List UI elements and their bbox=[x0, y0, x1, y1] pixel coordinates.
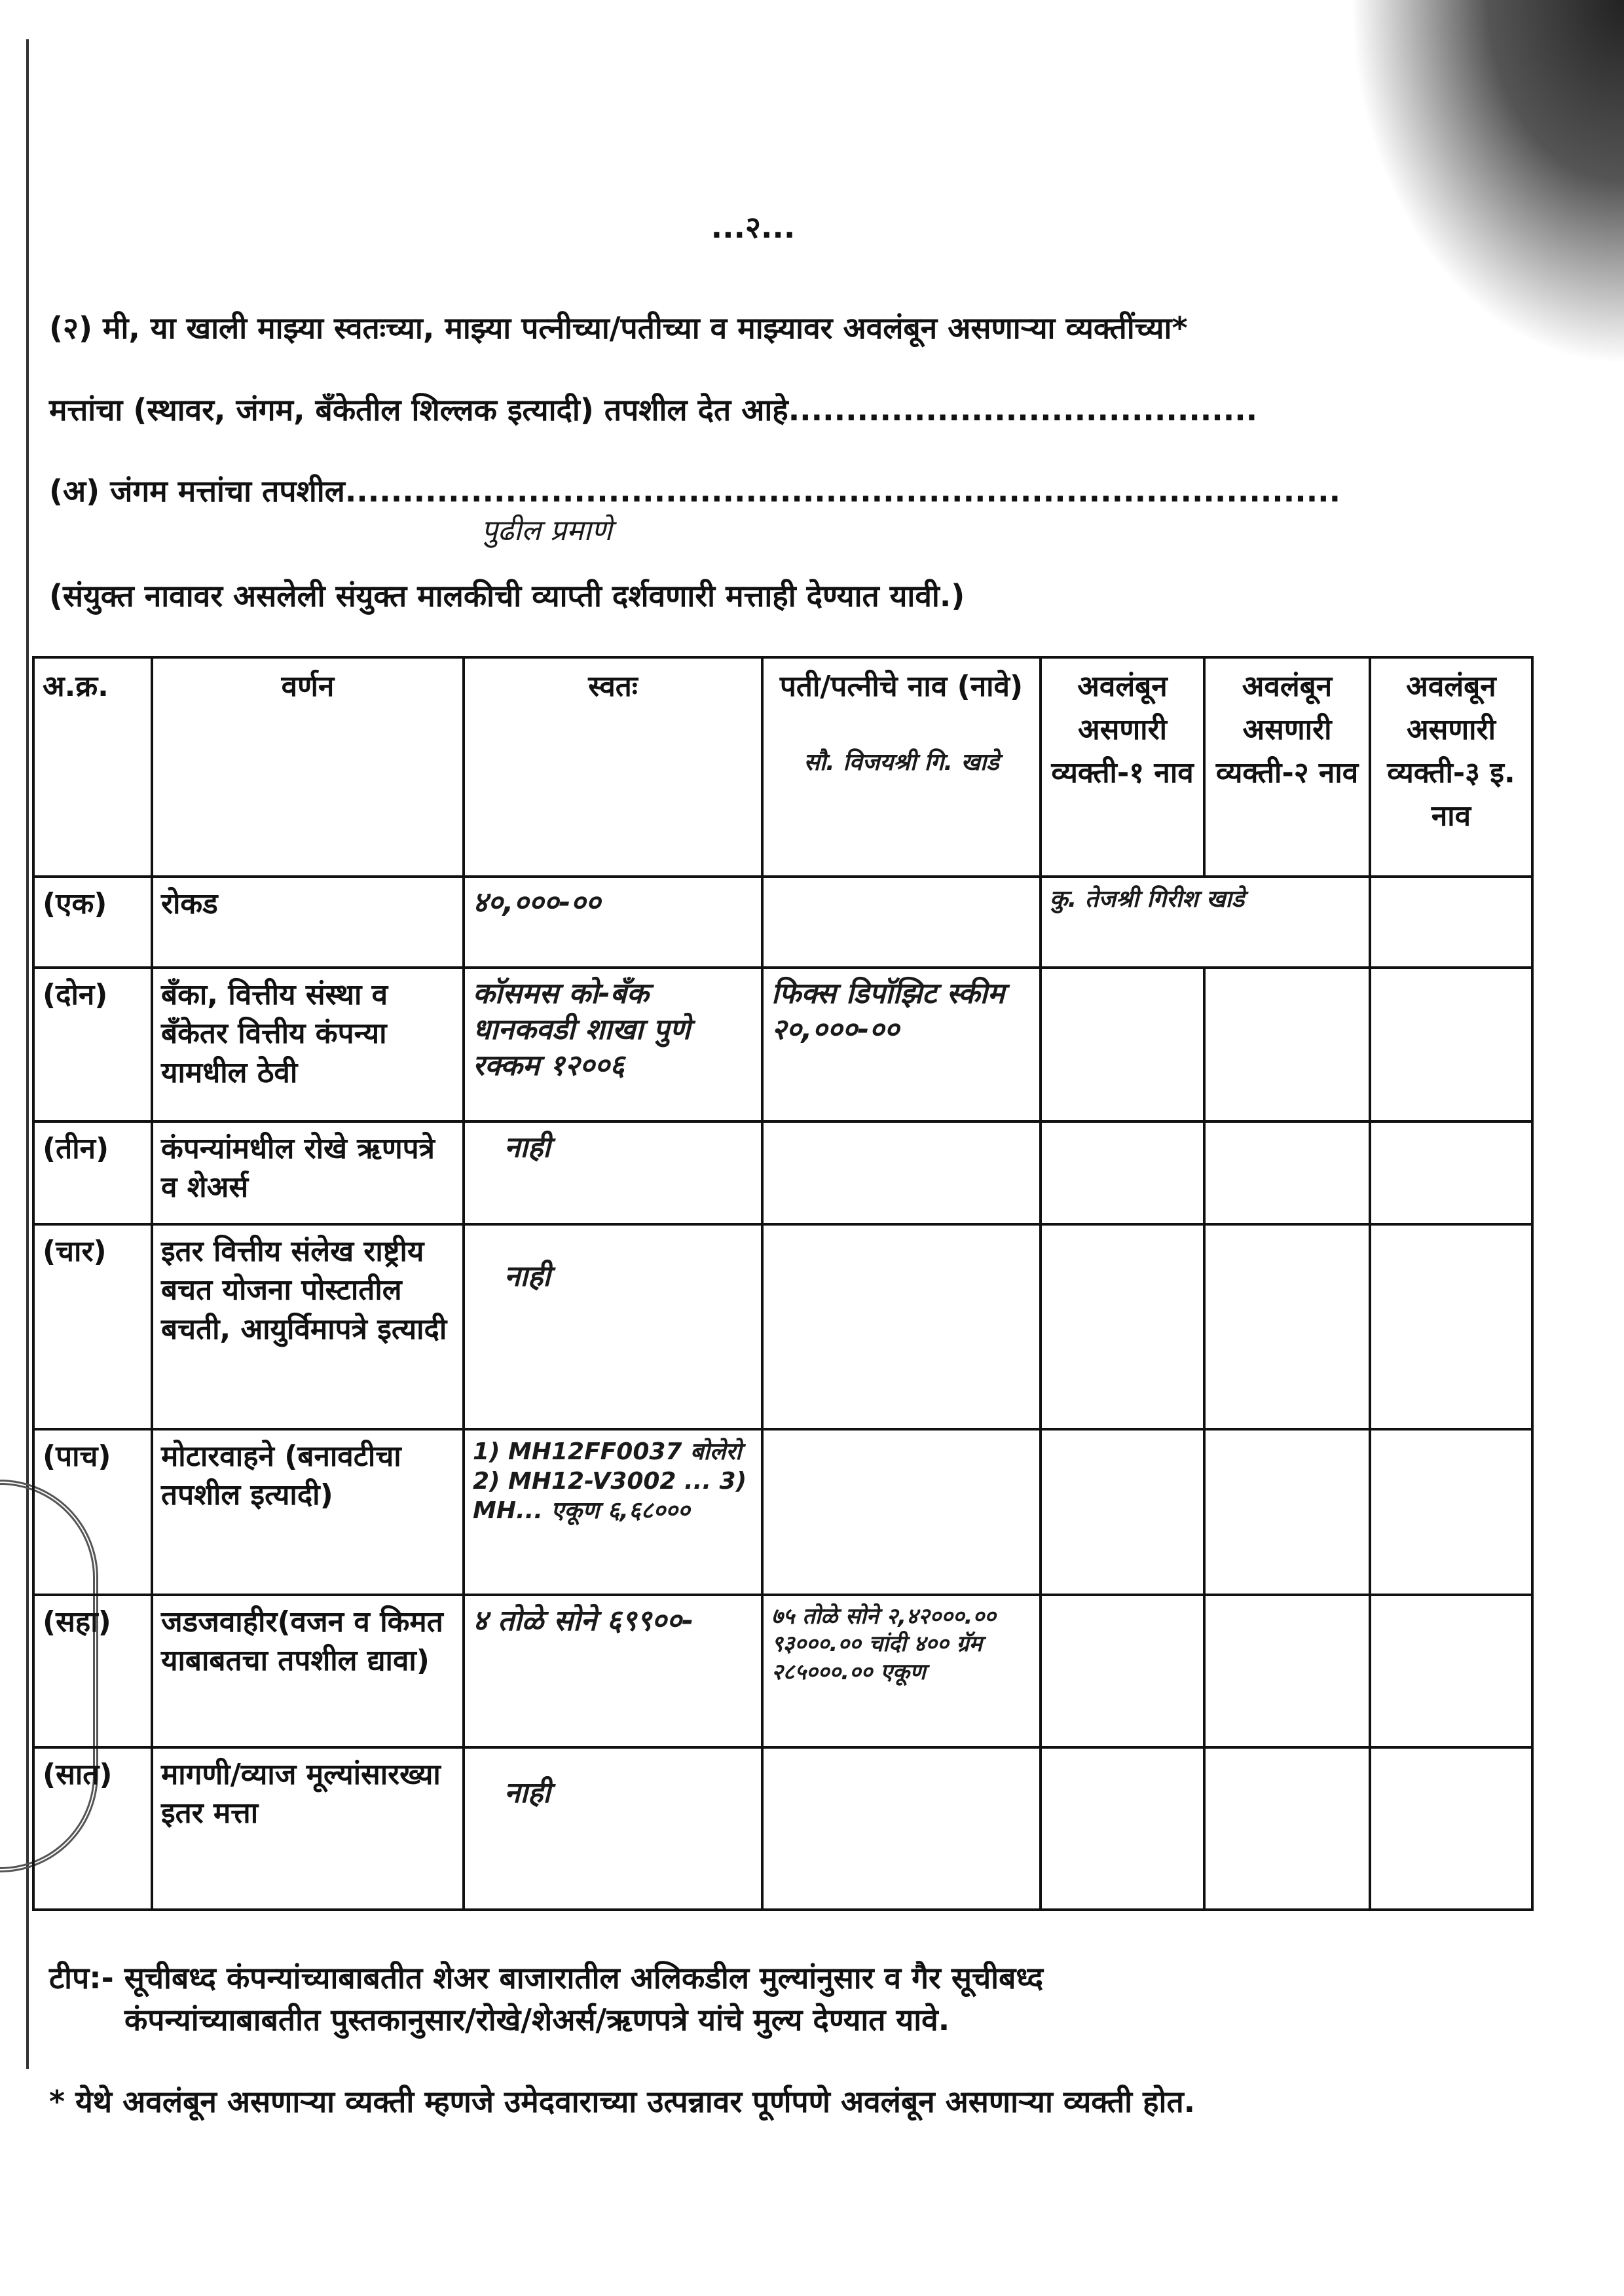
footnote: * येथे अवलंबून असणाऱ्या व्यक्ती म्हणजे उमेदवाराच्या उत्पन्नावर पूर्णपणे अवलंबून असणाऱ्या व्यक्ती होत. bbox=[49, 2083, 1196, 2119]
row-description: मागणी/व्याज मूल्यांसारख्या इतर मत्ता bbox=[152, 1747, 464, 1910]
row-dependent-3-value bbox=[1370, 877, 1532, 968]
empty-cell bbox=[1204, 1747, 1370, 1910]
table-header-row bbox=[33, 657, 1532, 877]
empty-cell bbox=[1041, 1224, 1204, 1429]
header-self: स्वतः bbox=[464, 657, 762, 877]
row-number: (सहा) bbox=[33, 1595, 152, 1747]
row-spouse-value bbox=[762, 1224, 1041, 1429]
header-serial: अ.क्र. bbox=[33, 657, 152, 877]
empty-cell bbox=[1370, 1429, 1532, 1595]
row-description: इतर वित्तीय संलेख राष्ट्रीय बचत योजना पोस्टातील बचती, आयुर्विमापत्रे इत्यादी bbox=[152, 1224, 464, 1429]
row-description: बँका, वित्तीय संस्था व बँकेतर वित्तीय कंपन्या यामधील ठेवी bbox=[152, 968, 464, 1121]
row-number: (एक) bbox=[33, 877, 152, 968]
intro-line-1: (२) मी, या खाली माझ्या स्वतःच्या, माझ्या पत्नीच्या/पतीच्या व माझ्यावर अवलंबून असणाऱ्या व्यक्तींच्या* bbox=[49, 310, 1188, 346]
empty-cell bbox=[1204, 968, 1370, 1121]
table-row bbox=[33, 1595, 1532, 1747]
row-description: रोकड bbox=[152, 877, 464, 968]
row-number: (तीन) bbox=[33, 1121, 152, 1224]
empty-cell bbox=[1370, 1121, 1532, 1224]
row-number: (पाच) bbox=[33, 1429, 152, 1595]
row-number: (चार) bbox=[33, 1224, 152, 1429]
table-row bbox=[33, 1429, 1532, 1595]
row-self-value: नाही bbox=[464, 1121, 762, 1224]
empty-cell bbox=[1370, 1747, 1532, 1910]
empty-cell bbox=[1370, 968, 1532, 1121]
row-description: कंपन्यांमधील रोखे ऋणपत्रे व शेअर्स bbox=[152, 1121, 464, 1224]
intro-line-4: (संयुक्त नावावर असलेली संयुक्त मालकीची व्याप्ती दर्शवणारी मत्ताही देण्यात यावी.) bbox=[49, 577, 965, 613]
dependent-1-name: कु. तेजश्री गिरीश खाडे bbox=[1041, 877, 1370, 968]
empty-cell bbox=[1370, 1224, 1532, 1429]
header-description: वर्णन bbox=[152, 657, 464, 877]
table-row bbox=[33, 877, 1532, 968]
assets-table bbox=[32, 656, 1534, 1911]
spouse-name: सौ. विजयश्री गि. खाडे bbox=[803, 748, 999, 776]
empty-cell bbox=[1370, 1595, 1532, 1747]
note-line-1: टीप:- सूचीबध्द कंपन्यांच्याबाबतीत शेअर बाजारातील अलिकडील मुल्यांनुसार व गैर सूचीबध्द bbox=[49, 1959, 1044, 1995]
row-self-value: नाही bbox=[464, 1747, 762, 1910]
table-row bbox=[33, 1747, 1532, 1910]
empty-cell bbox=[1041, 1429, 1204, 1595]
row-number: (दोन) bbox=[33, 968, 152, 1121]
page-marker: ...२... bbox=[710, 210, 796, 245]
row-spouse-value: फिक्स डिपॉझिट स्कीम २०,०००-०० bbox=[762, 968, 1041, 1121]
row-description: जडजवाहीर(वजन व किमत याबाबतचा तपशील द्यावा) bbox=[152, 1595, 464, 1747]
empty-cell bbox=[1041, 1121, 1204, 1224]
intro-line-2: मत्तांचा (स्थावर, जंगम, बँकेतील शिल्लक इत्यादी) तपशील देत आहे......................................... bbox=[49, 392, 1258, 428]
row-spouse-value bbox=[762, 877, 1041, 968]
row-spouse-value bbox=[762, 1429, 1041, 1595]
empty-cell bbox=[1204, 1595, 1370, 1747]
note-line-2: कंपन्यांच्याबाबतीत पुस्तकानुसार/रोखे/शेअर्स/ऋणपत्रे यांचे मुल्य देण्यात यावे. bbox=[124, 2002, 950, 2038]
row-self-value: ४ तोळे सोने ६९९००- bbox=[464, 1595, 762, 1747]
header-spouse bbox=[762, 657, 1041, 877]
row-self-value: ४०,०००-०० bbox=[464, 877, 762, 968]
header-dependent-3: अवलंबून असणारी व्यक्ती-३ इ. नाव bbox=[1370, 657, 1532, 877]
empty-cell bbox=[1204, 1121, 1370, 1224]
empty-cell bbox=[1041, 1747, 1204, 1910]
header-dependent-1: अवलंबून असणारी व्यक्ती-१ नाव bbox=[1041, 657, 1204, 877]
table-row bbox=[33, 1224, 1532, 1429]
table-row bbox=[33, 1121, 1532, 1224]
empty-cell bbox=[1204, 1429, 1370, 1595]
header-dependent-2: अवलंबून असणारी व्यक्ती-२ नाव bbox=[1204, 657, 1370, 877]
notes-section bbox=[49, 1957, 1555, 2123]
row-self-value: नाही bbox=[464, 1224, 762, 1429]
row-self-value: कॉसमस को-बँक धानकवडी शाखा पुणे रक्कम १२००६ bbox=[464, 968, 762, 1121]
header-spouse-label: पती/पत्नीचे नाव (नावे) bbox=[779, 669, 1024, 703]
page-content bbox=[43, 206, 1555, 2123]
intro-line-3-handwritten: पुढील प्रमाणे bbox=[481, 513, 612, 547]
row-self-value: 1) MH12FF0037 बोलेरो 2) MH12-V3002 ... 3) MH... एकूण ६,६८००० bbox=[464, 1429, 762, 1595]
row-spouse-value: ७५ तोळे सोने २,४२०००.०० ९३०००.०० चांदी ४०० ग्रॅम २८५०००.०० एकूण bbox=[762, 1595, 1041, 1747]
row-number: (सात) bbox=[33, 1747, 152, 1910]
row-spouse-value bbox=[762, 1121, 1041, 1224]
empty-cell bbox=[1041, 1595, 1204, 1747]
row-spouse-value bbox=[762, 1747, 1041, 1910]
intro-line-3: (अ) जंगम मत्तांचा तपशील....................................................................................... bbox=[49, 473, 1341, 509]
empty-cell bbox=[1041, 968, 1204, 1121]
table-row bbox=[33, 968, 1532, 1121]
empty-cell bbox=[1204, 1224, 1370, 1429]
row-description: मोटारवाहने (बनावटीचा तपशील इत्यादी) bbox=[152, 1429, 464, 1595]
